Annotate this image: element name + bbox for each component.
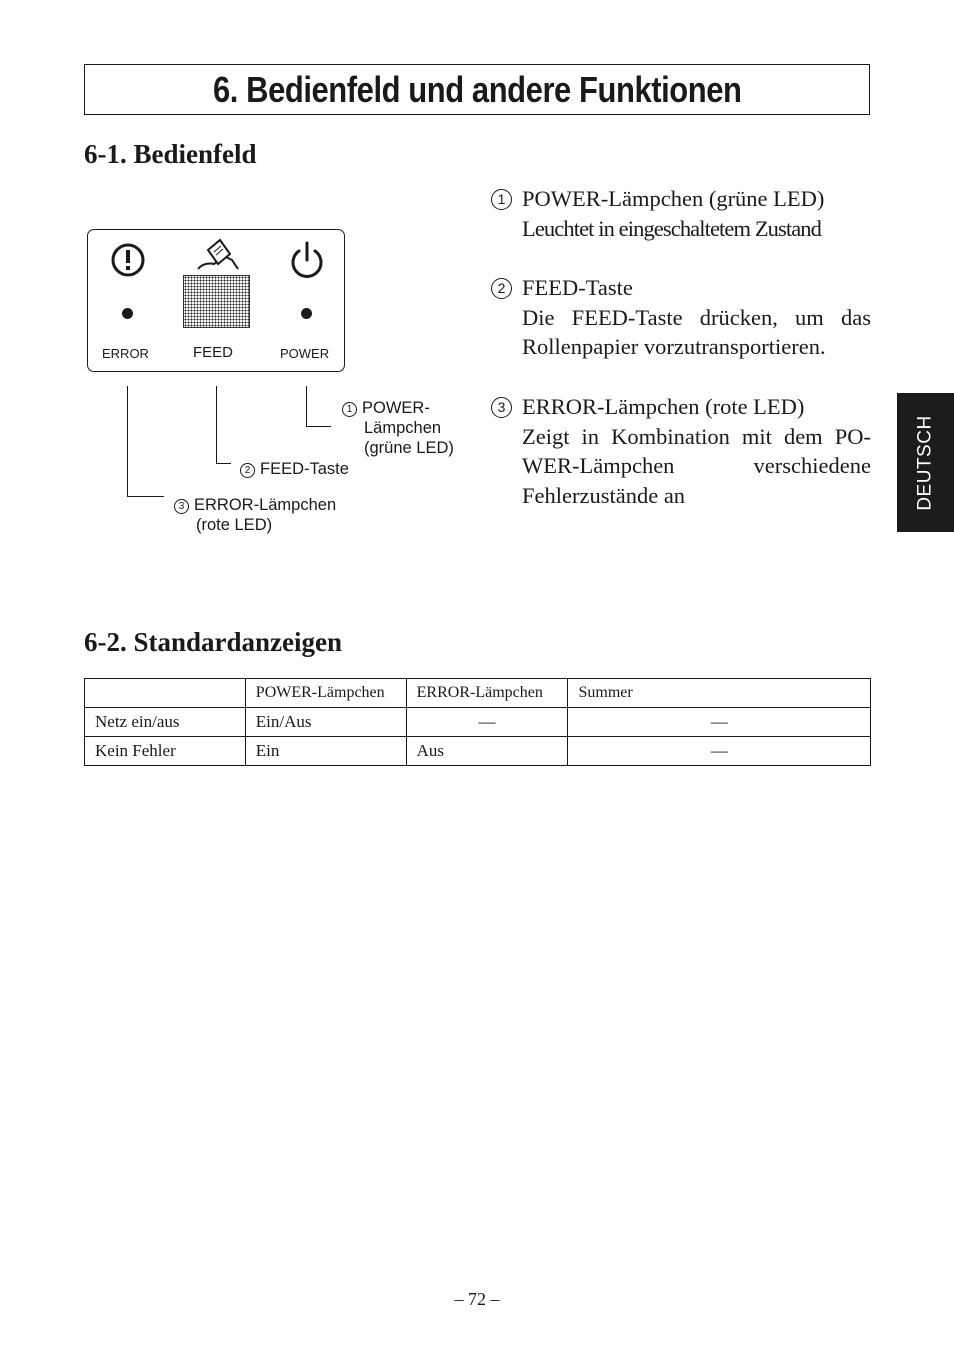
feed-button[interactable] [183, 275, 250, 328]
table-cell: — [568, 737, 871, 766]
table-header-row [85, 679, 871, 708]
callout-feed: 2 FEED-Taste [240, 459, 349, 479]
power-icon [287, 240, 327, 280]
callout-number: 2 [240, 463, 255, 478]
exclamation-icon [110, 242, 146, 278]
description-feed-button: 2 FEED-Taste Die FEED-Taste drücken, um das Rollenpapier vorzutransportieren. [491, 273, 871, 362]
table-cell: Ein/Aus [245, 708, 406, 737]
item-number: 2 [491, 278, 512, 299]
leader-line-error [127, 386, 164, 497]
table-header-cell: Summer [568, 679, 871, 708]
language-side-tab [897, 393, 954, 532]
error-panel-label: ERROR [102, 346, 149, 361]
feed-panel-label: FEED [193, 344, 234, 361]
table-cell: Aus [406, 737, 568, 766]
table-cell: Netz ein/aus [85, 708, 246, 737]
description-power-led: 1 POWER-Lämpchen (grüne LED) Leuchtet in eingeschaltetem Zustand [491, 184, 871, 243]
table-header-cell [85, 679, 246, 708]
table-cell: — [568, 708, 871, 737]
standard-indicators-table [84, 678, 871, 766]
chapter-title: 6. Bedienfeld und andere Funktionen [212, 68, 742, 110]
table-row [85, 737, 871, 766]
table-header-cell: ERROR-Lämpchen [406, 679, 568, 708]
table-row [85, 708, 871, 737]
table-cell: Kein Fehler [85, 737, 246, 766]
error-led [122, 308, 133, 319]
section-heading-bedienfeld: 6-1. Bedienfeld [84, 139, 257, 169]
leader-line-feed [216, 386, 231, 464]
power-panel-label: POWER [280, 346, 330, 361]
callout-error: 3 ERROR-Lämpchen (rote LED) [174, 495, 336, 535]
page-number: – 72 – [454, 1289, 500, 1309]
language-tab-label: DEUTSCH [914, 414, 936, 511]
callout-number: 1 [342, 402, 357, 417]
item-number: 3 [491, 397, 512, 418]
paper-feed-icon [194, 236, 242, 272]
chapter-title-box [84, 64, 870, 115]
table-header-cell: POWER-Lämpchen [245, 679, 406, 708]
control-panel-diagram [87, 229, 345, 372]
callout-power: 1 POWER- Lämpchen (grüne LED) [342, 398, 454, 458]
callout-number: 3 [174, 499, 189, 514]
item-number: 1 [491, 189, 512, 210]
section-heading-standardanzeigen: 6-2. Standardanzeigen [84, 627, 343, 657]
table-cell: — [406, 708, 568, 737]
leader-line-power [306, 386, 331, 427]
description-error-led: 3 ERROR-Lämpchen (rote LED) Zeigt in Kombination mit dem PO- WER-Lämpchen verschiedene Fehlerzustände an [491, 392, 871, 510]
table-cell: Ein [245, 737, 406, 766]
power-led [301, 308, 312, 319]
